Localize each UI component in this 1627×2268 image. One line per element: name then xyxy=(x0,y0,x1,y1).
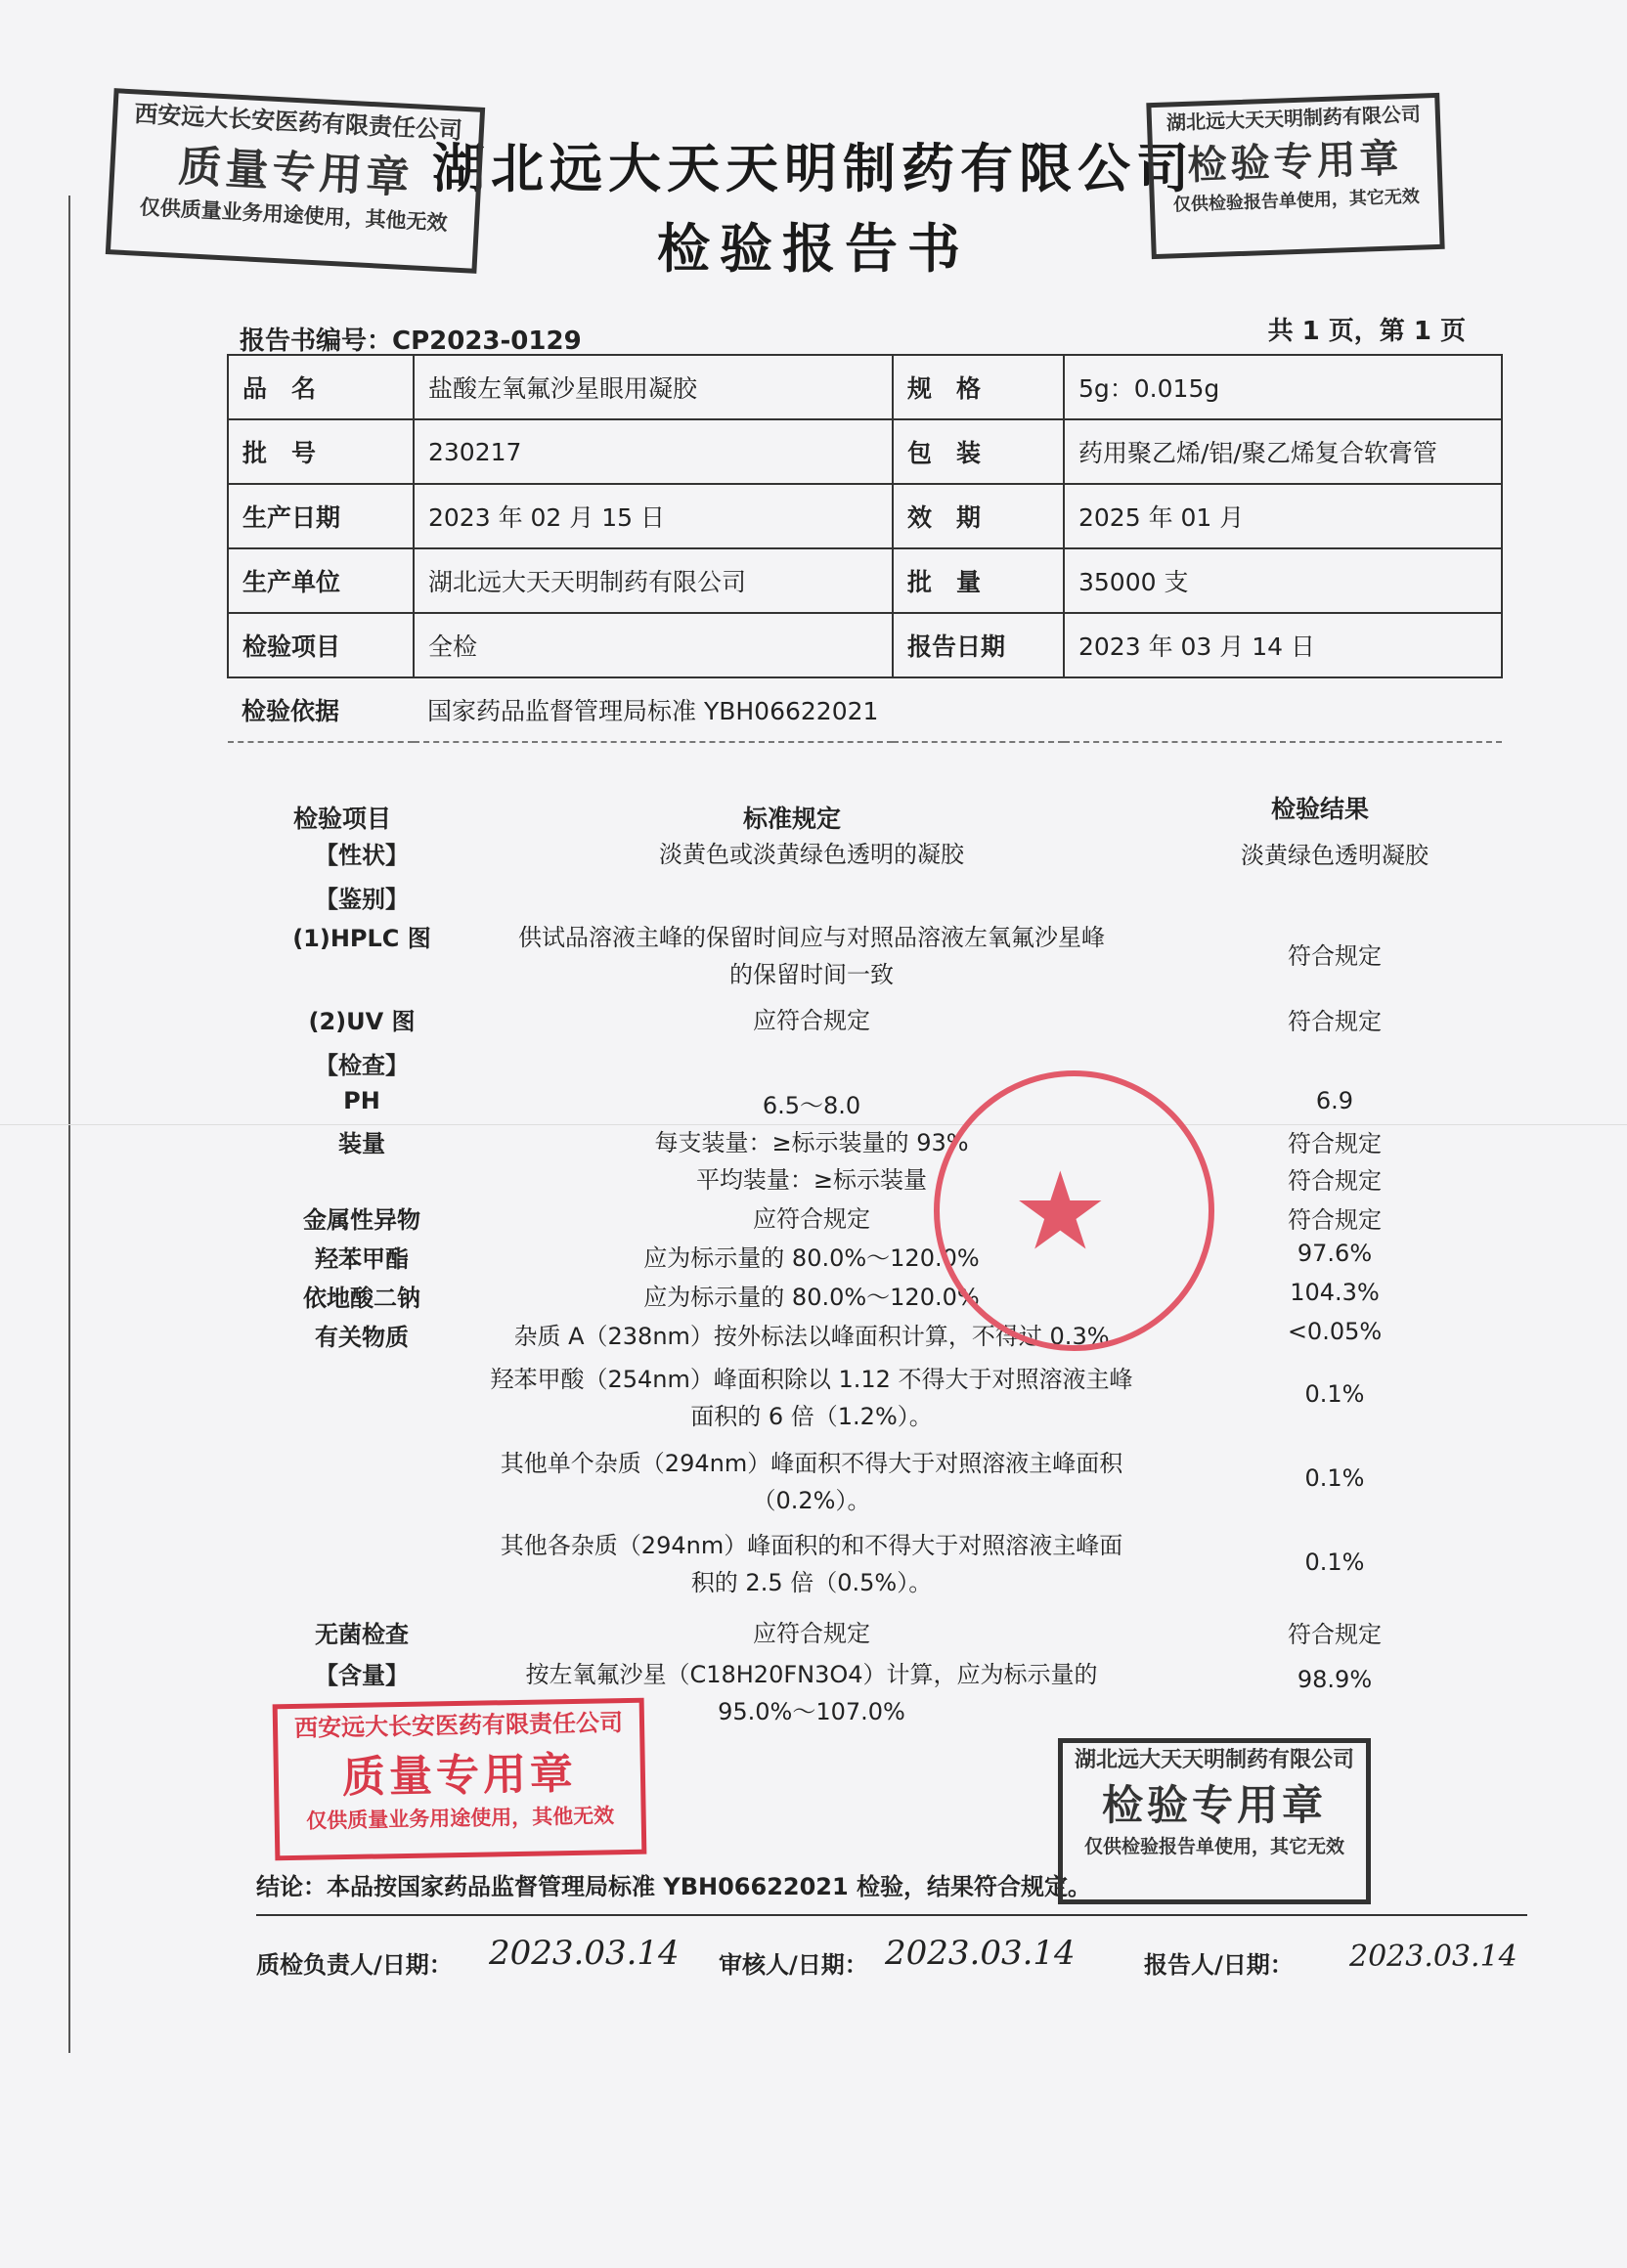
test-item: PH xyxy=(343,1087,380,1114)
test-item: 羟苯甲酯 xyxy=(315,1245,409,1273)
stamp-title: 检验专用章 xyxy=(1101,1781,1327,1829)
test-result: 97.6% xyxy=(1297,1240,1373,1267)
test-item: 【性状】 xyxy=(315,842,409,869)
stamp-company: 西安远大长安医药有限责任公司 xyxy=(133,100,463,145)
basis-label: 检验依据 xyxy=(228,677,414,742)
test-item-label: 检验项目 xyxy=(228,613,414,677)
test-standard: 应为标示量的 80.0%～120.0% xyxy=(643,1284,980,1311)
report-date-label: 报告日期 xyxy=(893,613,1064,677)
test-item: (1)HPLC 图 xyxy=(292,925,431,952)
test-standard: 其他各杂质（294nm）峰面积的和不得大于对照溶液主峰面积的 2.5 倍（0.5%）。 xyxy=(500,1532,1123,1596)
test-standard: 应符合规定 xyxy=(753,1007,870,1034)
stamp-note: 仅供检验报告单使用，其它无效 xyxy=(1172,186,1421,216)
test-item: 【鉴别】 xyxy=(315,886,409,913)
signature-divider xyxy=(256,1914,1527,1916)
report-date-value: 2023 年 03 月 14 日 xyxy=(1064,613,1502,677)
report-title: 检验报告书 xyxy=(657,218,970,280)
basis-value: 国家药品监督管理局标准 YBH06622021 xyxy=(414,677,1502,742)
stamp-title: 质量专用章 xyxy=(341,1748,578,1804)
test-standard: 每支装量：≥标示装量的 93% xyxy=(654,1129,969,1156)
test-standard: 平均装量：≥标示装量 xyxy=(695,1166,928,1194)
test-item: 【含量】 xyxy=(315,1662,409,1689)
product-name-label: 品 名 xyxy=(228,355,414,419)
mfg-date-label: 生产日期 xyxy=(228,484,414,548)
test-result: 0.1% xyxy=(1304,1464,1365,1492)
spec-value: 5g：0.015g xyxy=(1064,355,1502,419)
quality-stamp-top xyxy=(106,88,485,274)
test-result: 0.1% xyxy=(1304,1380,1365,1408)
test-result: 104.3% xyxy=(1290,1279,1380,1306)
test-standard: 应符合规定 xyxy=(753,1205,870,1233)
test-standard: 6.5～8.0 xyxy=(762,1092,861,1119)
test-item: 装量 xyxy=(338,1130,385,1157)
reporter-signoff-label: 报告人/日期： xyxy=(1144,1951,1294,1979)
test-result: <0.05% xyxy=(1287,1318,1383,1345)
test-result: 符合规定 xyxy=(1288,1621,1382,1648)
inspection-stamp-bottom xyxy=(1058,1738,1371,1904)
test-standard: 杂质 A（238nm）按外标法以峰面积计算，不得过 0.3% xyxy=(513,1323,1110,1350)
stamp-company: 湖北远大天天明制药有限公司 xyxy=(1165,102,1422,135)
test-standard: 淡黄色或淡黄绿色透明的凝胶 xyxy=(659,841,964,868)
test-result: 符合规定 xyxy=(1288,942,1382,970)
reviewer-signoff-label: 审核人/日期： xyxy=(719,1951,868,1979)
test-item: 有关物质 xyxy=(315,1324,409,1351)
test-result: 6.9 xyxy=(1315,1087,1354,1114)
page-info: 共 1 页，第 1 页 xyxy=(1267,317,1466,346)
stamp-title: 检验专用章 xyxy=(1186,136,1404,189)
test-result: 98.9% xyxy=(1297,1666,1373,1693)
conclusion: 结论：本品按国家药品监督管理局标准 YBH06622021 检验，结果符合规定。 xyxy=(256,1873,1092,1900)
col-header-standard: 标准规定 xyxy=(743,805,842,833)
manufacturer-label: 生产单位 xyxy=(228,548,414,613)
test-standard: 应符合规定 xyxy=(753,1620,870,1647)
package-value: 药用聚乙烯/铝/聚乙烯复合软膏管 xyxy=(1064,419,1502,484)
product-info-table xyxy=(227,354,1503,743)
manufacturer-value: 湖北远大天天明制药有限公司 xyxy=(414,548,893,613)
test-standard: 羟苯甲酸（254nm）峰面积除以 1.12 不得大于对照溶液主峰面积的 6 倍（1.2%）。 xyxy=(490,1366,1133,1430)
mfg-date-value: 2023 年 02 月 15 日 xyxy=(414,484,893,548)
test-item: 【检查】 xyxy=(315,1052,409,1079)
test-result: 符合规定 xyxy=(1288,1008,1382,1035)
test-standard: 应为标示量的 80.0%～120.0% xyxy=(643,1244,980,1272)
expiry-value: 2025 年 01 月 xyxy=(1064,484,1502,548)
stamp-title: 质量专用章 xyxy=(177,141,415,204)
expiry-label: 效 期 xyxy=(893,484,1064,548)
stamp-company: 湖北远大天天明制药有限公司 xyxy=(1074,1748,1354,1772)
reviewer-handwritten-date: 2023.03.14 xyxy=(885,1934,1076,1973)
col-header-result: 检验结果 xyxy=(1271,795,1370,823)
company-title: 湖北远大天天明制药有限公司 xyxy=(432,138,1195,199)
report-number: 报告书编号：CP2023-0129 xyxy=(240,327,582,356)
reporter-handwritten-date: 2023.03.14 xyxy=(1349,1940,1517,1974)
test-standard: 供试品溶液主峰的保留时间应与对照品溶液左氧氟沙星峰的保留时间一致 xyxy=(518,924,1105,988)
qc-signoff-label: 质检负责人/日期： xyxy=(256,1951,453,1979)
test-result: 淡黄绿色透明凝胶 xyxy=(1241,842,1429,869)
quantity-label: 批 量 xyxy=(893,548,1064,613)
quantity-value: 35000 支 xyxy=(1064,548,1502,613)
test-result: 符合规定 xyxy=(1288,1167,1382,1195)
spec-label: 规 格 xyxy=(893,355,1064,419)
test-item: 无菌检查 xyxy=(315,1621,409,1648)
seal-star-icon: ★ xyxy=(1012,1149,1109,1274)
stamp-company: 西安远大长安医药有限责任公司 xyxy=(293,1709,624,1742)
test-item: 金属性异物 xyxy=(303,1206,420,1234)
col-header-item: 检验项目 xyxy=(293,805,392,833)
package-label: 包 装 xyxy=(893,419,1064,484)
test-standard: 按左氧氟沙星（C18H20FN3O4）计算，应为标示量的 95.0%～107.0% xyxy=(525,1661,1098,1725)
qc-handwritten-date: 2023.03.14 xyxy=(489,1934,680,1973)
test-item: 依地酸二钠 xyxy=(303,1285,420,1312)
product-name-value: 盐酸左氧氟沙星眼用凝胶 xyxy=(414,355,893,419)
test-result: 0.1% xyxy=(1304,1548,1365,1576)
test-standard: 其他单个杂质（294nm）峰面积不得大于对照溶液主峰面积（0.2%）。 xyxy=(500,1450,1123,1514)
test-item: (2)UV 图 xyxy=(308,1008,416,1035)
stamp-note: 仅供检验报告单使用，其它无效 xyxy=(1083,1836,1344,1857)
test-result: 符合规定 xyxy=(1288,1130,1382,1157)
stamp-note: 仅供质量业务用途使用，其他无效 xyxy=(139,195,449,236)
test-result: 符合规定 xyxy=(1288,1206,1382,1234)
batch-label: 批 号 xyxy=(228,419,414,484)
batch-value: 230217 xyxy=(414,419,893,484)
test-item-value: 全检 xyxy=(414,613,893,677)
inspection-stamp-top xyxy=(1146,93,1444,259)
stamp-note: 仅供质量业务用途使用，其他无效 xyxy=(306,1804,615,1833)
quality-stamp-bottom xyxy=(273,1698,647,1861)
